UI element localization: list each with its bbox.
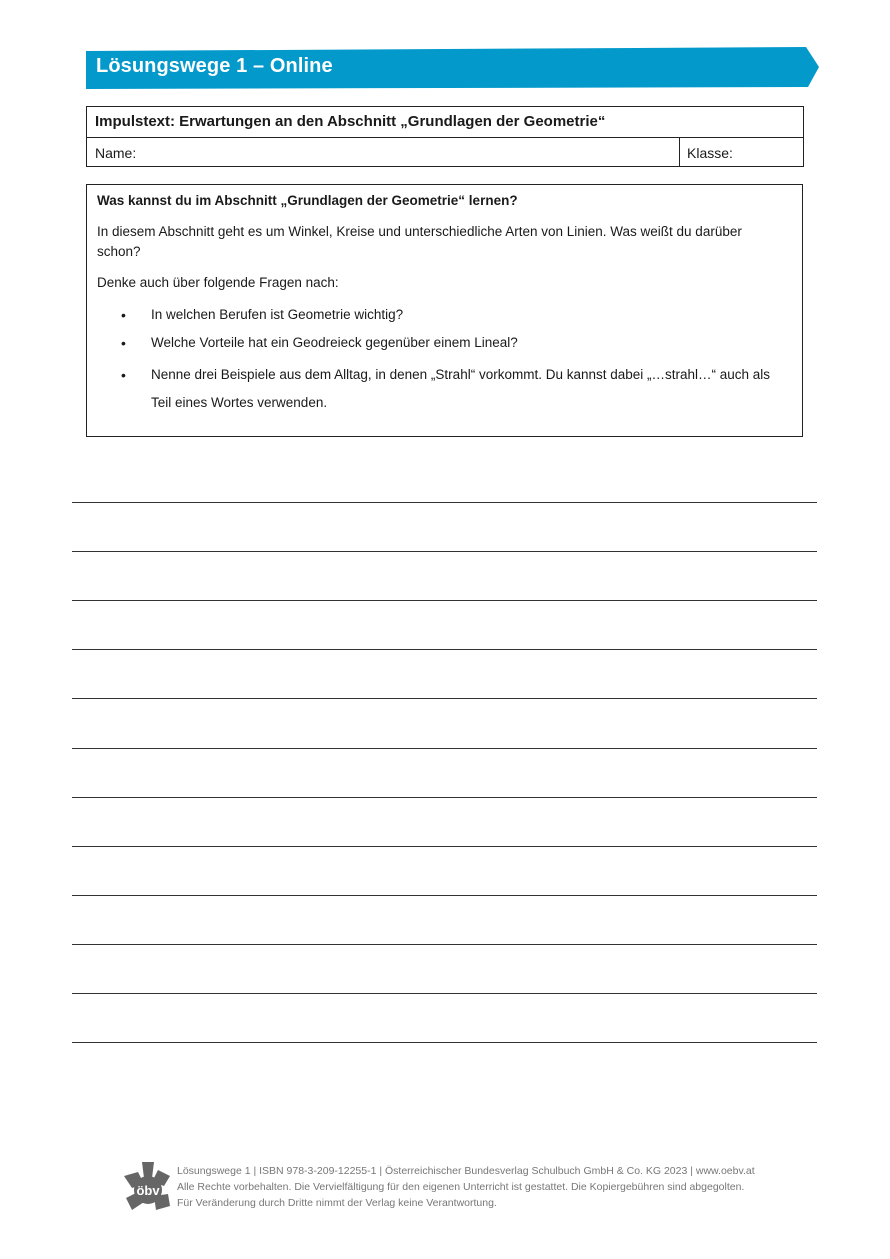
writing-line [72, 649, 817, 650]
task-prompt: Denke auch über folgende Fragen nach: [97, 275, 339, 290]
footer-line-2: Alle Rechte vorbehalten. Die Vervielfältigung für den eigenen Unterricht ist gestattet. Die Kopiergebühren sind abgegolten. [177, 1181, 745, 1193]
worksheet-header-table [86, 106, 804, 167]
class-field-label: Klasse: [687, 145, 733, 161]
writing-line [72, 502, 817, 503]
list-item [87, 305, 791, 333]
list-item [87, 361, 791, 417]
bullet-icon: • [121, 335, 126, 351]
footer-line-3: Für Veränderung durch Dritte nimmt der Verlag keine Verantwortung. [177, 1197, 497, 1209]
oebv-logo-icon [124, 1162, 172, 1212]
task-box [86, 184, 803, 437]
writing-line [72, 797, 817, 798]
writing-line [72, 551, 817, 552]
header-divider [679, 138, 680, 167]
writing-line [72, 993, 817, 994]
banner-title: Lösungswege 1 – Online [96, 55, 333, 77]
task-heading: Was kannst du im Abschnitt „Grundlagen der Geometrie“ lernen? [97, 193, 518, 208]
footer-text [177, 1163, 755, 1211]
task-intro: In diesem Abschnitt geht es um Winkel, Kreise und unterschiedliche Arten von Linien. Was weißt du darüber schon? [97, 224, 742, 259]
title-banner [86, 47, 819, 89]
writing-line [72, 600, 817, 601]
bullet-icon: • [121, 367, 126, 383]
writing-line [72, 748, 817, 749]
bullet-icon: • [121, 307, 126, 323]
footer [124, 1160, 824, 1220]
writing-line [72, 944, 817, 945]
writing-line [72, 895, 817, 896]
question-text: Nenne drei Beispiele aus dem Alltag, in denen „Strahl“ vorkommt. Du kannst dabei „…strahl…“ auch als Teil eines Wortes verwenden. [151, 367, 771, 410]
question-text: In welchen Berufen ist Geometrie wichtig? [151, 307, 404, 322]
worksheet-title: Impulstext: Erwartungen an den Abschnitt „Grundlagen der Geometrie“ [87, 107, 803, 138]
list-item [87, 333, 791, 361]
footer-line-1: Lösungswege 1 | ISBN 978-3-209-12255-1 | Österreichischer Bundesverlag Schulbuch GmbH & Co. KG 2023 | www.oebv.at [177, 1165, 755, 1177]
question-text: Welche Vorteile hat ein Geodreieck gegenüber einem Lineal? [151, 335, 518, 350]
writing-line [72, 846, 817, 847]
question-list [87, 305, 791, 417]
name-field-label: Name: [95, 145, 137, 161]
writing-line [72, 698, 817, 699]
logo-text: öbv [136, 1183, 160, 1198]
writing-line [72, 1042, 817, 1043]
